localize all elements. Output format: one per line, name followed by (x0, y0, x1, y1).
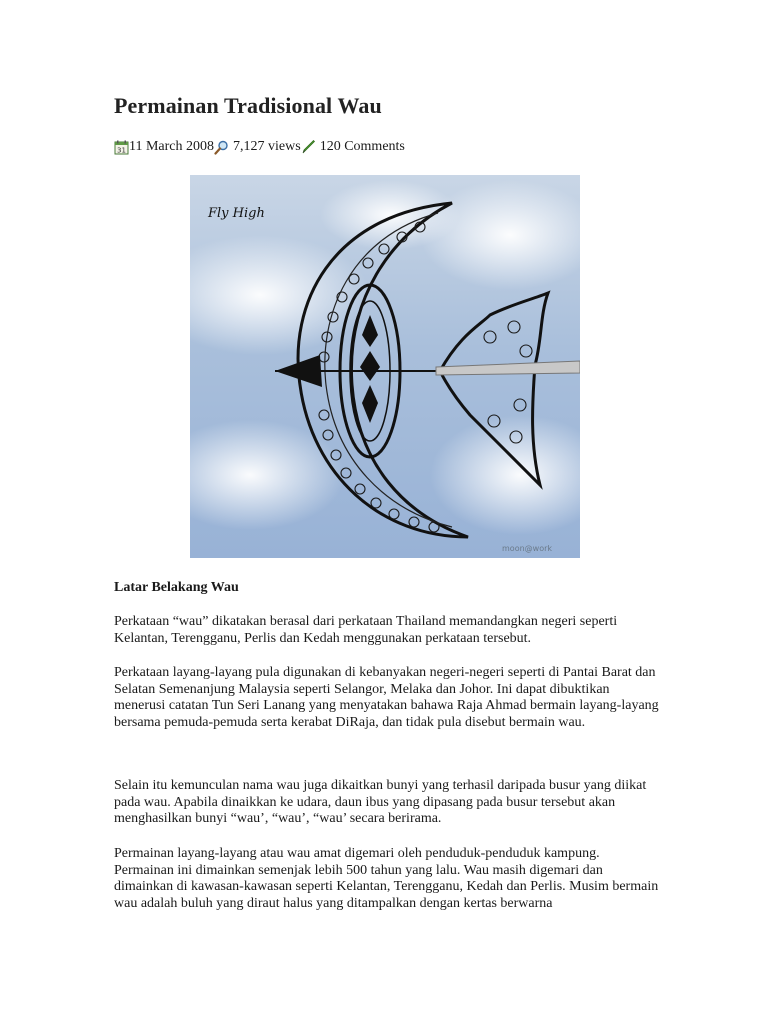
paragraph-4: Permainan layang-layang atau wau amat digemari oleh penduduk-penduduk kampung. Permainan ini dimainkan semenjak lebih 500 tahun yang lalu. Wau masih digemari dan dimainkan di kawasan-kawasan seperti Kelantan, Terengganu, Kedah dan Perlis. Musim bermain wau adalah buluh yang diraut halus yang ditampalkan dengan kertas berwarna (114, 846, 659, 911)
magnifier-icon (214, 140, 229, 155)
pen-icon (301, 140, 316, 155)
paragraph-2: Perkataan layang-layang pula digunakan di kebanyakan negeri-negeri seperti di Pantai Barat dan Selatan Semenanjung Malaysia seperti Selangor, Melaka dan Johor. Ini dapat dibuktikan menerusi catatan Tun Seri Lanang yang menyatakan bahawa Raja Ahmad bermain layang-layang bersama pemuda-pemuda serta kerabat DiRaja, dan tidak pula disebut bermain wau. (114, 665, 659, 730)
section-heading: Latar Belakang Wau (114, 580, 239, 595)
article-date: 11 March 2008 (129, 139, 215, 154)
paragraph-1: Perkataan “wau” dikatakan berasal dari perkataan Thailand memandangkan negeri seperti Kelantan, Terengganu, Perlis dan Kedah menggunakan perkataan tersebut. (114, 614, 618, 646)
image-script-caption: Fly High (208, 206, 265, 221)
article-meta (114, 139, 405, 155)
wau-kite-image (190, 175, 580, 558)
article-title: Permainan Tradisional Wau (114, 93, 382, 118)
image-watermark: moon@work (502, 544, 553, 553)
article-comments[interactable]: 120 Comments (319, 139, 405, 154)
calendar-icon (114, 140, 129, 155)
paragraph-3: Selain itu kemunculan nama wau juga dikaitkan bunyi yang terhasil daripada busur yang diikat pada wau. Apabila dinaikkan ke udara, daun ibus yang dipasang pada busur tersebut akan menghasilkan bunyi “wau’, “wau’, “wau’ secara berirama. (114, 778, 647, 826)
svg-text:31: 31 (117, 146, 126, 154)
article-views: 7,127 views (233, 139, 301, 154)
